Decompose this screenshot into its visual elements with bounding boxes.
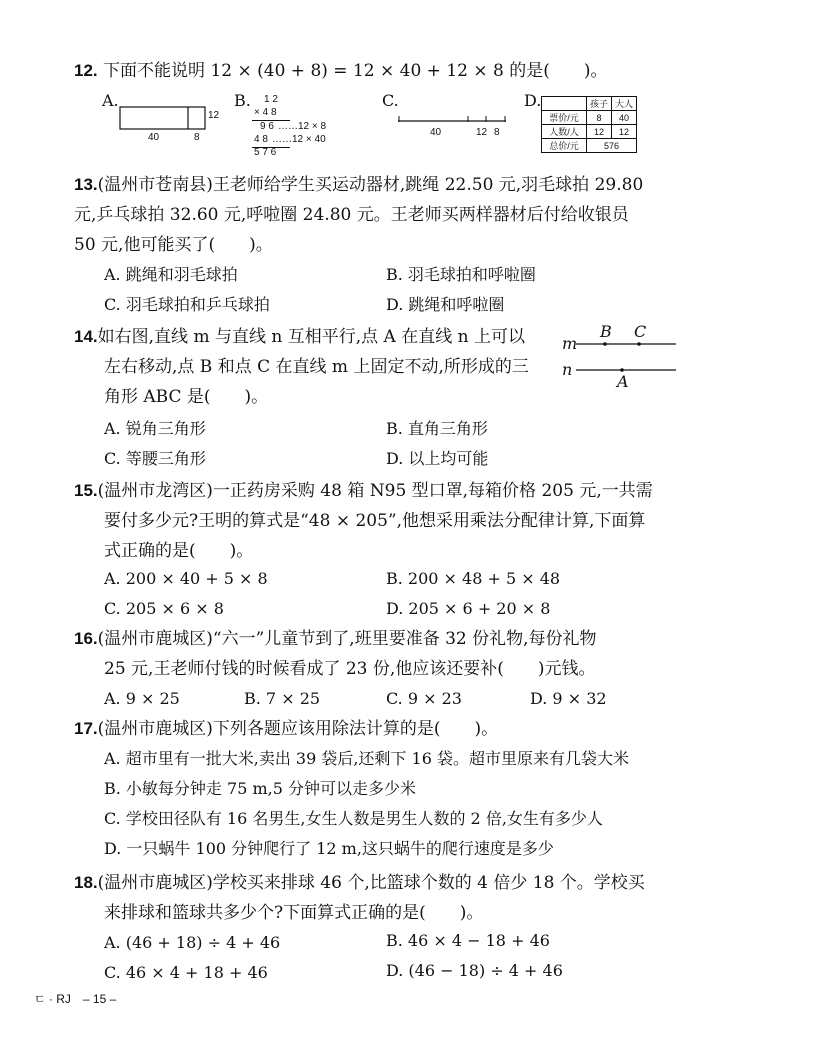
- q13-option-c[interactable]: C. 羽毛球拍和乒乓球拍: [104, 295, 270, 314]
- q14-line-1: [74, 326, 525, 348]
- q18-option-c[interactable]: C. 46 × 4 + 18 + 46: [104, 963, 268, 982]
- q12-text: 下面不能说明 12 × (40 + 8) = 12 × 40 + 12 × 8 的是( )。: [103, 61, 608, 81]
- table-cell: 40: [612, 111, 637, 125]
- table-cell: 孩子: [587, 97, 612, 111]
- q16-option-b[interactable]: B. 7 × 25: [244, 689, 321, 708]
- page-footer: ㄷ · RJ – 15 –: [34, 992, 117, 1006]
- q18-option-d[interactable]: D. (46 − 18) ÷ 4 + 46: [386, 961, 563, 980]
- q12-c-len40: 40: [430, 127, 442, 138]
- q12-a-len40: 40: [148, 132, 160, 143]
- table-row: [542, 125, 637, 139]
- point-b: [603, 342, 607, 346]
- b-line-2: × 4 8: [254, 107, 277, 118]
- q15-line-2: 要付多少元?王明的算式是“48 × 205”,他想采用乘法分配律计算,下面算: [104, 511, 646, 531]
- q16-line-1: [74, 628, 597, 650]
- q18-line-1: [74, 872, 645, 894]
- q12-a-len8: 8: [194, 132, 200, 143]
- q17-option-a[interactable]: A. 超市里有一批大米,卖出 39 袋后,还剩下 16 袋。超市里原来有几袋大米: [104, 749, 629, 768]
- q15-option-b[interactable]: B. 200 × 48 + 5 × 48: [386, 569, 561, 588]
- b-note-2: ……12 × 40: [272, 134, 326, 145]
- table-cell: 票价/元: [542, 111, 587, 125]
- q17-option-b[interactable]: B. 小敏每分钟走 75 m,5 分钟可以走多少米: [104, 779, 416, 798]
- table-cell: 576: [587, 139, 637, 153]
- q14-line-2: 左右移动,点 B 和点 C 在直线 m 上固定不动,所形成的三: [104, 357, 529, 377]
- q15-line-3: 式正确的是( )。: [104, 541, 254, 561]
- label-m: m: [562, 334, 578, 353]
- b-note-1: ……12 × 8: [278, 121, 327, 132]
- q16-text-1: (温州市鹿城区)“六一”儿童节到了,班里要准备 32 份礼物,每份礼物: [97, 629, 597, 649]
- q16-line-2: 25 元,王老师付钱的时候看成了 23 份,他应该还要补( )元钱。: [104, 659, 596, 679]
- q15-option-a[interactable]: A. 200 × 40 + 5 × 8: [104, 569, 268, 588]
- q15-option-d[interactable]: D. 205 × 6 + 20 × 8: [386, 599, 551, 618]
- q14-option-c[interactable]: C. 等腰三角形: [104, 449, 206, 468]
- q13-line-2: 元,乒乓球拍 32.60 元,呼啦圈 24.80 元。王老师买两样器材后付给收银员: [74, 205, 629, 225]
- q13-number: 13.: [74, 175, 98, 194]
- q13-line-1: [74, 174, 643, 196]
- table-cell: 12: [587, 125, 612, 139]
- q15-number: 15.: [74, 481, 98, 500]
- table-cell: 8: [587, 111, 612, 125]
- q13-option-d[interactable]: D. 跳绳和呼啦圈: [386, 295, 505, 314]
- q12-option-d-label[interactable]: D.: [524, 91, 542, 110]
- b-line-5: 5 7 6: [254, 147, 277, 158]
- q14-option-d[interactable]: D. 以上均可能: [386, 449, 489, 468]
- table-cell: 大人: [612, 97, 637, 111]
- q12-number: 12.: [74, 61, 98, 80]
- q12-option-c-figure: [396, 114, 508, 128]
- q16-number: 16.: [74, 629, 98, 648]
- b-line-4: 4 8: [254, 134, 268, 145]
- q18-option-b[interactable]: B. 46 × 4 − 18 + 46: [386, 931, 550, 950]
- q12-a-width: 12: [208, 110, 220, 121]
- q12-option-b-label[interactable]: B.: [234, 91, 251, 110]
- q16-option-c[interactable]: C. 9 × 23: [386, 689, 462, 708]
- q15-text-1: (温州市龙湾区)一正药房采购 48 箱 N95 型口罩,每箱价格 205 元,一共需: [97, 481, 653, 501]
- q18-text-1: (温州市鹿城区)学校买来排球 46 个,比篮球个数的 4 倍少 18 个。学校买: [97, 873, 645, 893]
- table-cell: 总价/元: [542, 139, 587, 153]
- q17-text-1: (温州市鹿城区)下列各题应该用除法计算的是( )。: [97, 719, 499, 739]
- q14-option-b[interactable]: B. 直角三角形: [386, 419, 488, 438]
- table-cell: 人数/人: [542, 125, 587, 139]
- q14-number: 14.: [74, 327, 98, 346]
- q17-option-c[interactable]: C. 学校田径队有 16 名男生,女生人数是男生人数的 2 倍,女生有多少人: [104, 809, 603, 828]
- point-c: [637, 342, 641, 346]
- q14-option-a[interactable]: A. 锐角三角形: [104, 419, 206, 438]
- q13-option-b[interactable]: B. 羽毛球拍和呼啦圈: [386, 265, 536, 284]
- label-a: A: [617, 372, 629, 391]
- q13-line-3: 50 元,他可能买了( )。: [74, 235, 273, 255]
- q12-option-a-label[interactable]: A.: [102, 91, 119, 110]
- q15-option-c[interactable]: C. 205 × 6 × 8: [104, 599, 224, 618]
- b-line-3: 9 6: [260, 121, 274, 132]
- q12-c-len8: 8: [494, 127, 500, 138]
- table-row: [542, 139, 637, 153]
- q13-text-1: (温州市苍南县)王老师给学生买运动器材,跳绳 22.50 元,羽毛球拍 29.80: [97, 175, 644, 195]
- q18-line-2: 来排球和篮球共多少个?下面算式正确的是( )。: [104, 903, 484, 923]
- q12-stem: [74, 60, 608, 82]
- q18-number: 18.: [74, 873, 98, 892]
- table-row: [542, 111, 637, 125]
- q16-option-d[interactable]: D. 9 × 32: [530, 689, 607, 708]
- q16-option-a[interactable]: A. 9 × 25: [104, 689, 180, 708]
- q14-line-3: 角形 ABC 是( )。: [104, 387, 269, 407]
- table-cell: [542, 97, 587, 111]
- rect-outline: [120, 107, 205, 129]
- q14-text-1: 如右图,直线 m 与直线 n 互相平行,点 A 在直线 n 上可以: [97, 327, 525, 347]
- q12-option-d-table: [541, 96, 637, 153]
- label-n: n: [562, 360, 573, 379]
- q12-c-len12: 12: [476, 127, 488, 138]
- label-c: C: [634, 322, 647, 341]
- label-b: B: [600, 322, 612, 341]
- table-cell: 12: [612, 125, 637, 139]
- q17-number: 17.: [74, 719, 98, 738]
- q12-option-c-label[interactable]: C.: [382, 91, 399, 110]
- q15-line-1: [74, 480, 653, 502]
- q17-line-1: [74, 718, 498, 740]
- q18-option-a[interactable]: A. (46 + 18) ÷ 4 + 46: [104, 933, 281, 952]
- q17-option-d[interactable]: D. 一只蜗牛 100 分钟爬行了 12 m,这只蜗牛的爬行速度是多少: [104, 839, 554, 858]
- b-line-1: 1 2: [264, 94, 278, 105]
- table-row: [542, 97, 637, 111]
- q13-option-a[interactable]: A. 跳绳和羽毛球拍: [104, 265, 238, 284]
